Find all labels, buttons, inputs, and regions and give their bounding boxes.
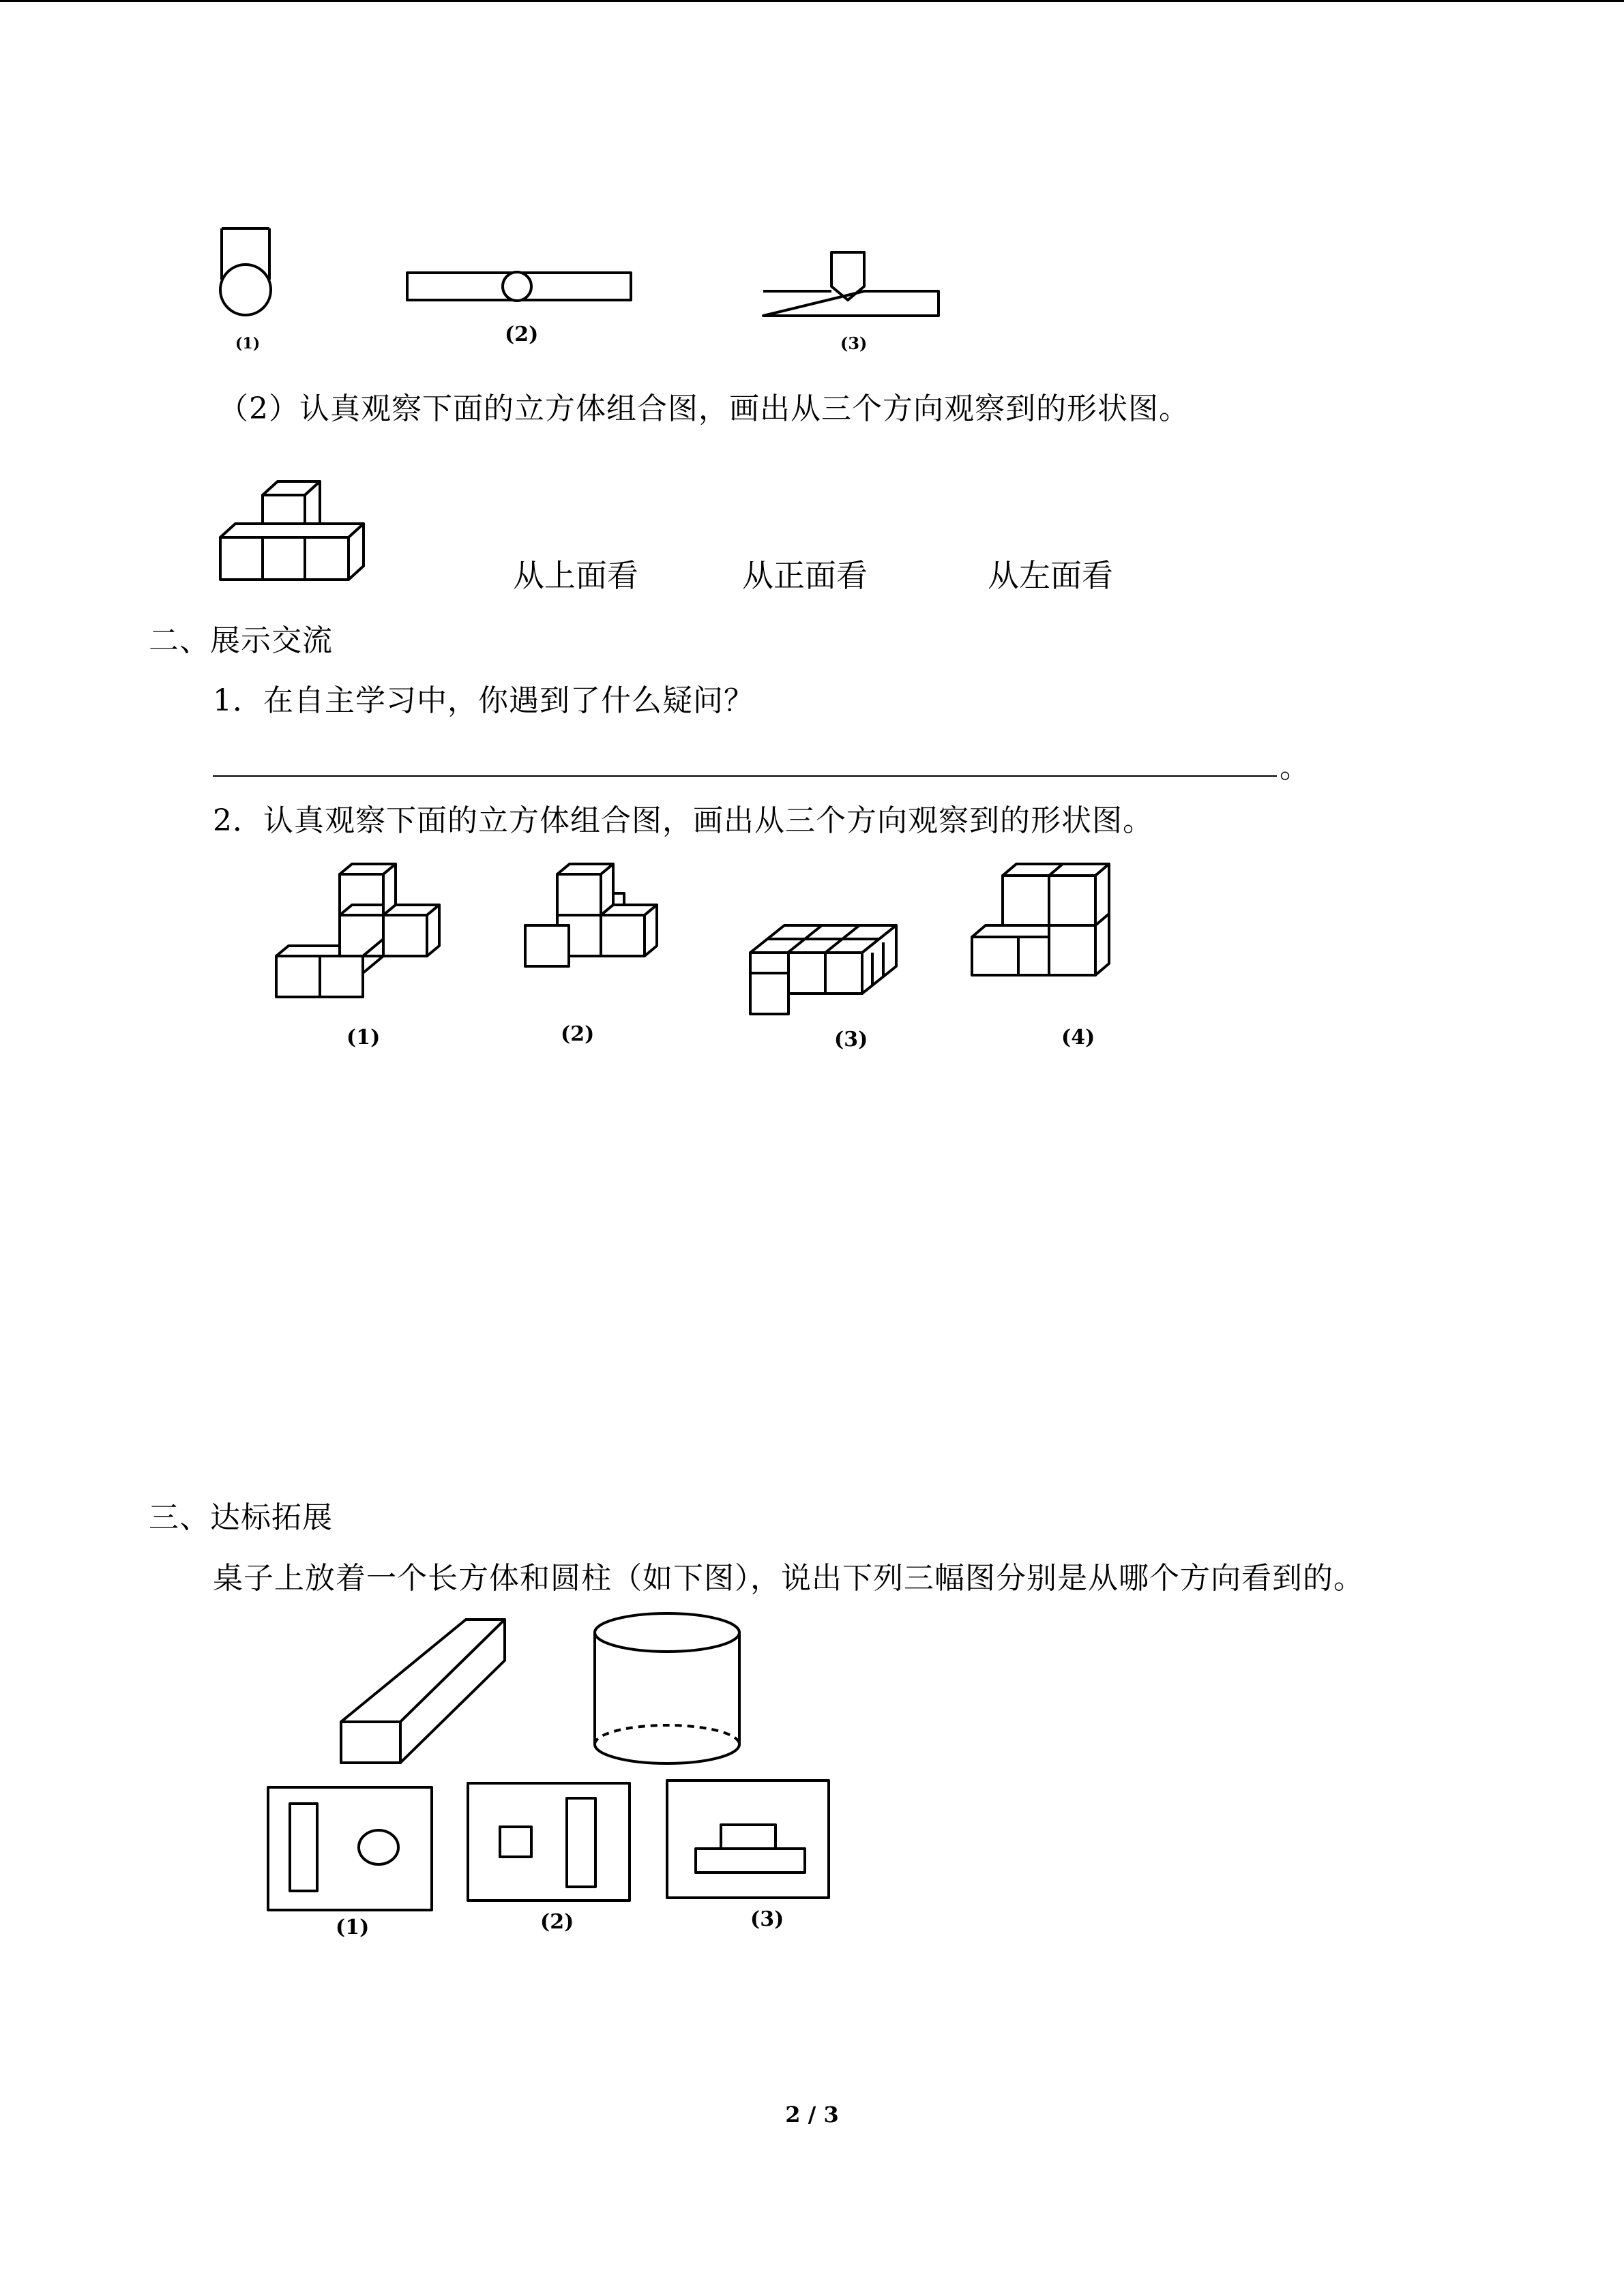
section-2-title: 二、展示交流 [149,623,333,658]
cube-figure-4 [969,861,1119,997]
page-number: 2 / 3 [785,2102,839,2128]
answer-line-period: 。 [1280,750,1310,785]
top-figure-label-2: (2) [505,323,539,346]
view-box-2 [466,1781,632,1904]
section-2-question-2: 2．认真观察下面的立方体组合图，画出从三个方向观察到的形状图。 [213,803,1153,838]
cube-figure-3 [747,915,904,1017]
top-view-figure-1 [211,225,280,320]
q2-sub-instruction: （2）认真观察下面的立方体组合图，画出从三个方向观察到的形状图。 [218,391,1190,426]
cube-figure-1 [273,861,443,1011]
view-box-label-1: (1) [336,1915,370,1939]
top-figure-label-3: (3) [840,333,868,353]
top-border [0,0,1624,2]
cuboid-figure [338,1616,508,1770]
view-box-1 [266,1785,434,1912]
view-box-3 [665,1778,831,1901]
answer-line[interactable] [213,775,1277,777]
section-3-title: 三、达标拓展 [149,1500,333,1535]
view-box-label-3: (3) [750,1907,784,1931]
section-3-instruction: 桌子上放着一个长方体和圆柱（如下图），说出下列三幅图分别是从哪个方向看到的。 [213,1561,1364,1596]
cylinder-figure [592,1609,756,1773]
view-box-label-2: (2) [540,1910,574,1934]
view-from-left: 从左面看 [988,557,1113,594]
section-2-question-1: 1．在自主学习中，你遇到了什么疑问？ [213,683,754,718]
cube-figure-label-2: (2) [561,1022,595,1046]
top-view-figure-3 [760,249,944,324]
cube-figure-label-1: (1) [346,1026,381,1049]
cube-figure-label-3: (3) [834,1028,868,1052]
view-from-top: 从上面看 [513,557,638,594]
cube-group-figure [217,471,381,580]
view-from-front: 从正面看 [742,557,868,594]
top-view-figure-2 [406,269,634,310]
cube-figure-2 [522,861,665,983]
top-figure-label-1: (1) [235,335,261,353]
cube-figure-label-4: (4) [1061,1026,1095,1049]
